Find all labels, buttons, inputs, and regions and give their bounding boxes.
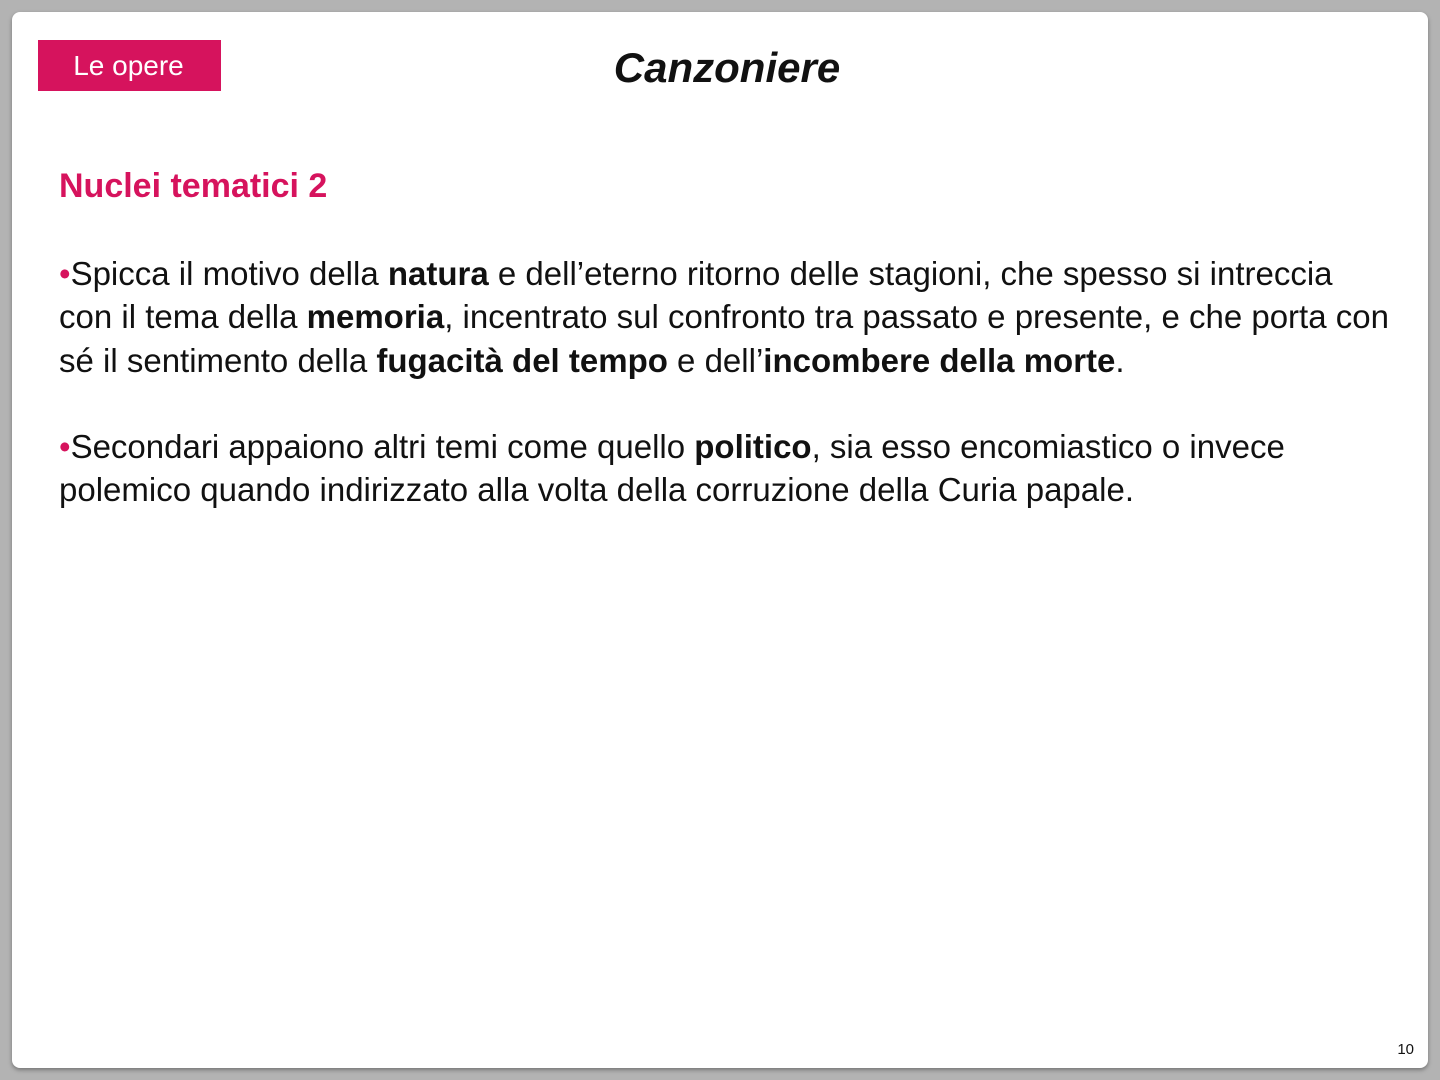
page-number: 10 bbox=[1397, 1041, 1414, 1058]
paragraph-text: Secondari appaiono altri temi come quello bbox=[70, 427, 695, 465]
paragraph-1 bbox=[59, 252, 1389, 382]
emphasis-text: fugacità del tempo bbox=[376, 341, 668, 379]
paragraph-text: Spicca il motivo della bbox=[70, 255, 388, 292]
emphasis-text: incombere della morte bbox=[763, 341, 1116, 379]
paragraph-text: e dell’ bbox=[667, 341, 764, 379]
emphasis-text: memoria bbox=[306, 298, 445, 336]
paragraph-2 bbox=[59, 425, 1389, 512]
slide-title: Canzoniere bbox=[613, 44, 841, 91]
paragraph-text: , incentrato sul confronto tra passato e presente, e che porta con sé il sentimento della bbox=[59, 298, 1389, 379]
bullet-icon: • bbox=[59, 427, 71, 465]
paragraph-text: . bbox=[1115, 341, 1125, 379]
slide bbox=[12, 12, 1428, 1068]
bullet-icon: • bbox=[59, 255, 71, 292]
paragraph-text: , sia esso encomiastico o invece polemico quando indirizzato alla volta della corruzione della Curia papale. bbox=[59, 427, 1285, 509]
paragraph-text: e dell’eterno ritorno delle stagioni, che spesso si intreccia con il tema della bbox=[59, 255, 1333, 336]
section-subtitle: Nuclei tematici 2 bbox=[59, 167, 328, 205]
emphasis-text: politico bbox=[694, 427, 812, 465]
section-tag: Le opere bbox=[38, 40, 221, 91]
emphasis-text: natura bbox=[387, 255, 489, 292]
body-text bbox=[59, 252, 1389, 511]
